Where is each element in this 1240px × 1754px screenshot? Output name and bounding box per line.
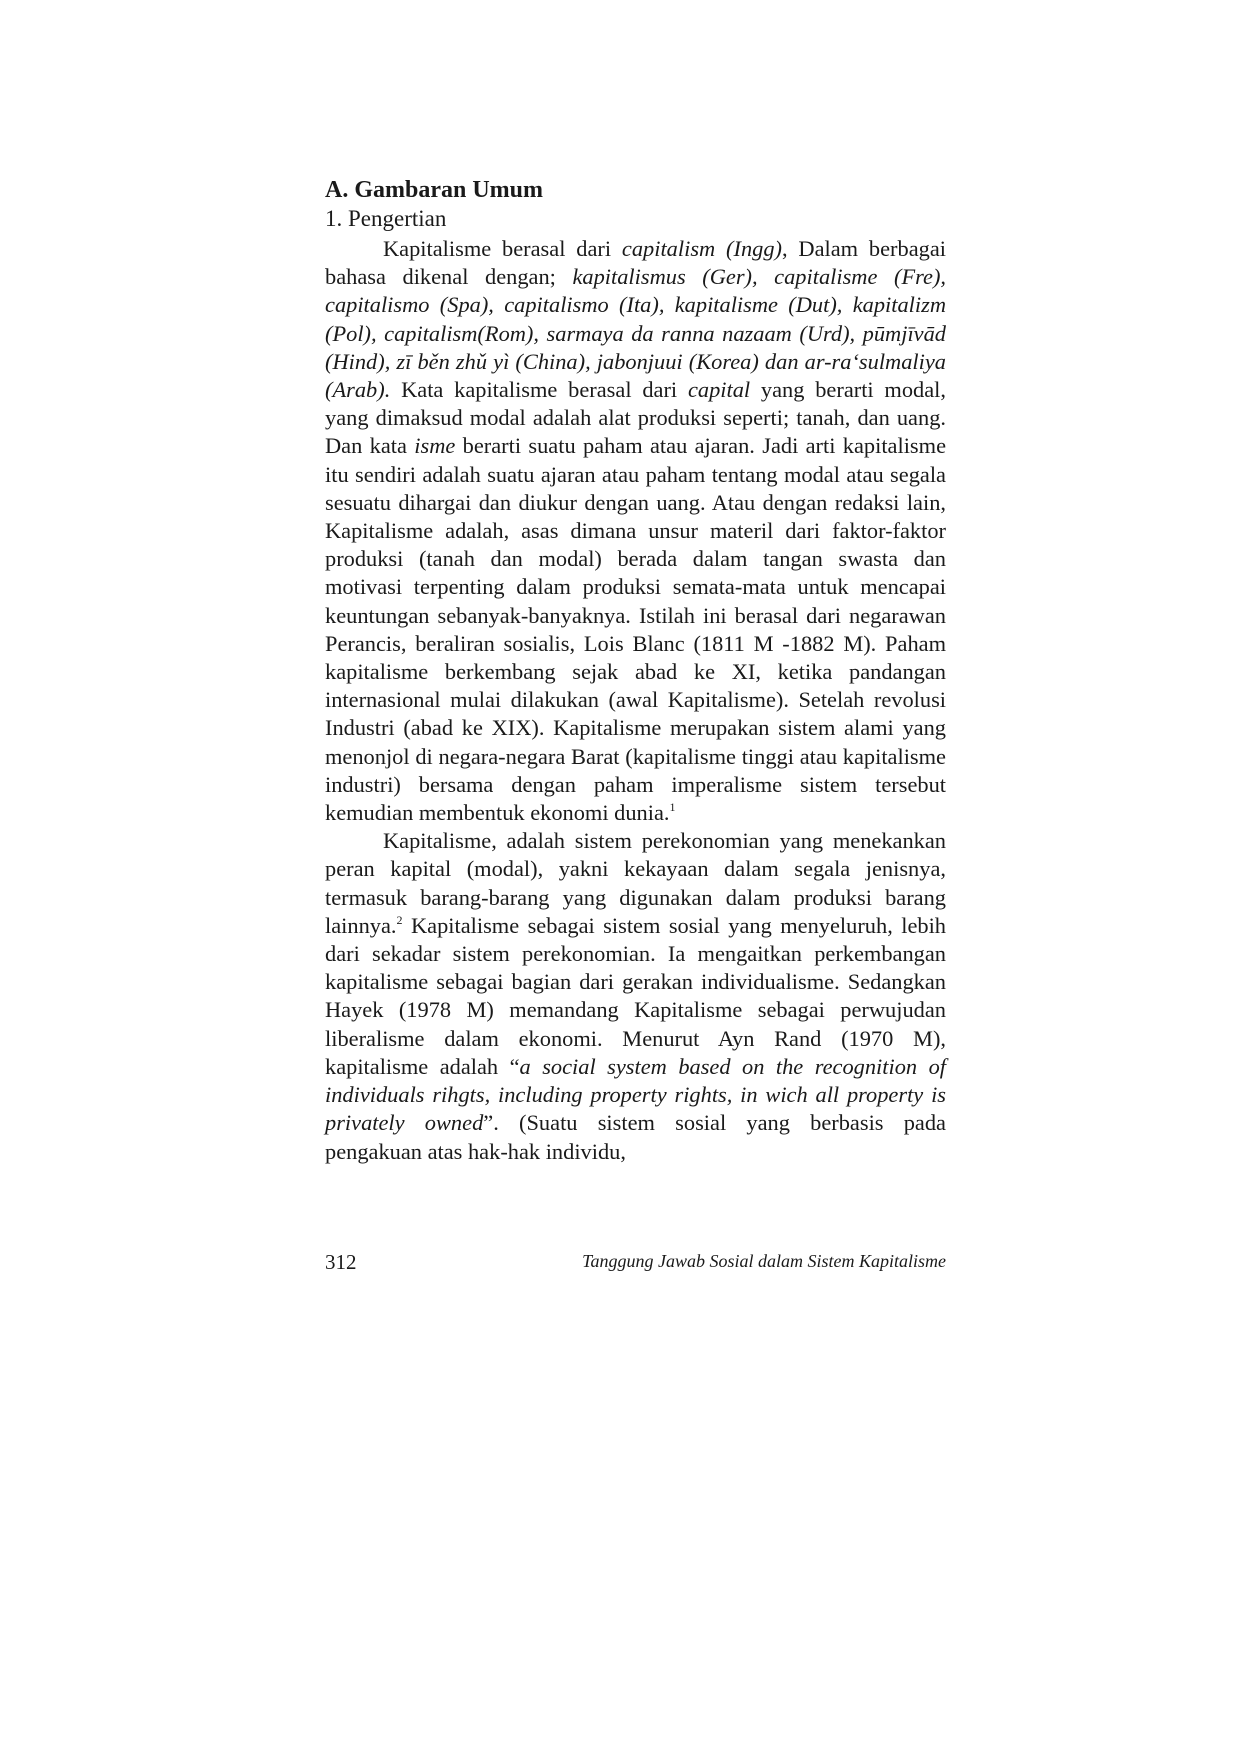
page-number: 312 bbox=[325, 1250, 357, 1274]
text-run: Kapitalisme sebagai sistem sosial yang menyeluruh, lebih dari sekadar sistem perekonomian. Ia mengaitkan perkembangan kapitalisme sebagai bagian dari gerakan individualisme. Sedangkan Hayek (1978 M) memandang Kapitalisme sebagai perwujudan liberalisme dalam ekonomi. Menurut Ayn Rand (1970 M), kapitalisme adalah “ bbox=[325, 912, 946, 1079]
italic-quote: a social system based on the recognition of individuals rihgts, including property rights, in wich all property is privately owned bbox=[325, 1053, 946, 1136]
text-run: Kata kapitalisme berasal dari bbox=[390, 377, 688, 403]
italic-term: isme bbox=[414, 433, 456, 459]
paragraph-definition bbox=[325, 235, 946, 827]
text-run: berarti suatu paham atau ajaran. Jadi arti kapitalisme itu sendiri adalah suatu ajaran atau paham tentang modal atau segala sesuatu dihargai dan diukur dengan uang. Atau dengan redaksi lain, Kapitalisme adalah, asas dimana unsur materil dari faktor-faktor produksi (tanah dan modal) berada dalam tangan swasta dan motivasi terpenting dalam produksi semata-mata untuk mencapai keuntungan sebanyak-banyaknya. Istilah ini berasal dari negarawan Perancis, beraliran sosialis, Lois Blanc (1811 M -1882 M). Paham kapitalisme berkembang sejak abad ke XI, ketika pandangan internasional mulai dilakukan (awal Kapitalisme). Setelah revolusi Industri (abad ke XIX). Kapitalisme merupakan sistem alami yang menonjol di negara-negara Barat (kapitalisme tinggi atau kapitalisme industri) bersama dengan paham imperalisme sistem tersebut kemudian membentuk ekonomi dunia. bbox=[325, 433, 947, 826]
subsection-heading: 1. Pengertian bbox=[325, 206, 447, 231]
running-title: Tanggung Jawab Sosial dalam Sistem Kapitalisme bbox=[582, 1251, 946, 1271]
text-run: Kapitalisme, adalah sistem perekonomian yang menekankan peran kapital (modal), yakni kekayaan dalam segala jenisnya, termasuk barang-barang yang digunakan dalam produksi barang lainnya. bbox=[325, 828, 946, 938]
text-run: ”. (Suatu sistem sosial yang berbasis pada pengakuan atas hak-hak individu, bbox=[325, 1110, 946, 1164]
footnote-marker[interactable]: 1 bbox=[669, 800, 676, 815]
page-footer bbox=[325, 1250, 946, 1274]
page-body bbox=[325, 176, 946, 1166]
footnote-marker[interactable]: 2 bbox=[396, 912, 403, 927]
paragraph-capitalism-system bbox=[325, 827, 946, 1165]
italic-language-list: kapitalismus (Ger), capitalisme (Fre), capitalismo (Spa), capitalismo (Ita), kapitalisme (Dut), kapitalizm (Pol), capitalism(Rom), sarmaya da ranna nazaam (Urd), pūmjīvād (Hind), zī běn zhǔ yì (China), jabonjuui (Korea) dan ar-ra‘sulmaliya (Arab). bbox=[325, 264, 946, 403]
text-run: , Dalam berbagai bahasa dikenal dengan; bbox=[325, 236, 947, 290]
text-run: Kapitalisme berasal dari bbox=[383, 236, 622, 261]
text-run: yang berarti modal, yang dimaksud modal adalah alat produksi seperti; tanah, dan uang. Dan kata bbox=[325, 377, 946, 459]
italic-term: capitalism (Ingg) bbox=[621, 236, 782, 261]
italic-term: capital bbox=[687, 377, 751, 403]
section-heading: A. Gambaran Umum bbox=[325, 177, 544, 203]
